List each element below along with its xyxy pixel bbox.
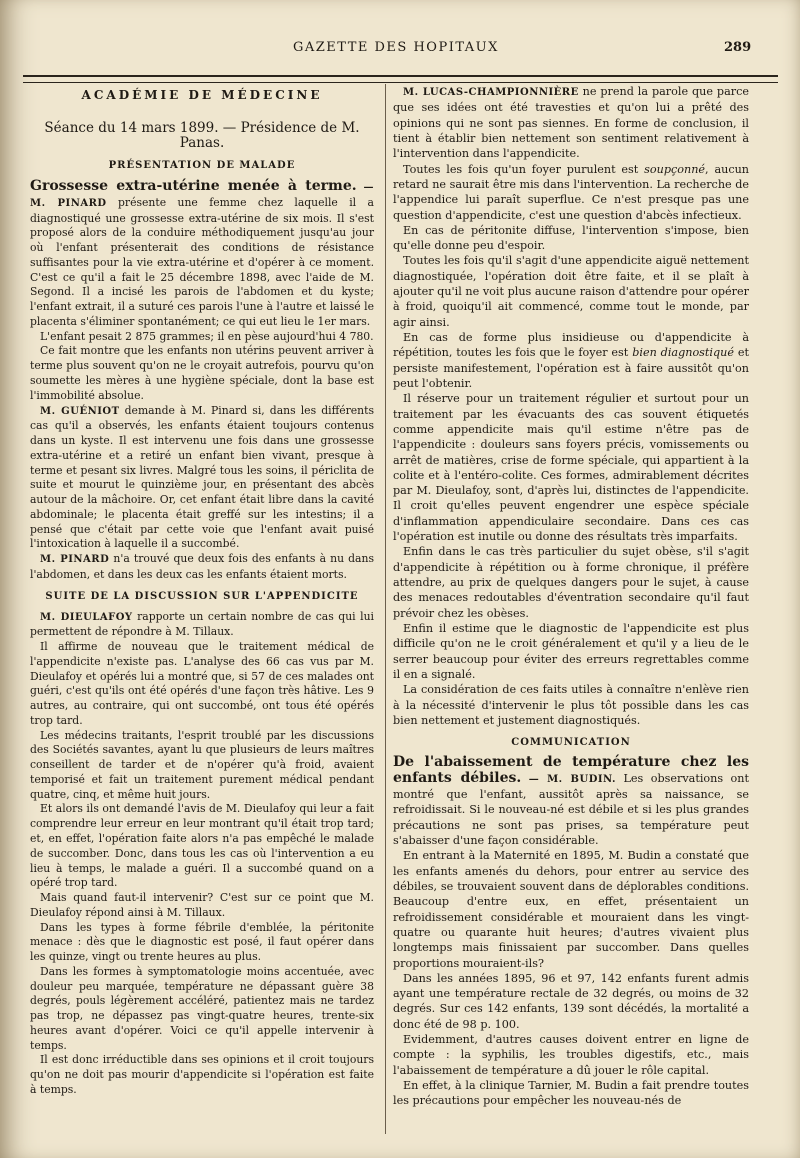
academy-title: ACADÉMIE DE MÉDECINE xyxy=(81,88,323,102)
paragraph xyxy=(393,84,749,162)
paragraph xyxy=(393,755,749,848)
paragraph xyxy=(393,162,749,223)
paragraph: Dans les années 1895, 96 et 97, 142 enfants furent admis ayant une température rectale de 32 degrés, ou moins de 32 degrés. Sur ces 142 enfants, 139 sont décédés, la mortalité a donc été de 98 p. 100. xyxy=(393,971,749,1031)
emphasis: soupçonné xyxy=(644,162,706,176)
paragraph-text: , aucun retard ne saurait être mis dans l'intervention. La recherche de l'appendice lui paraît superflue. Ce n'est presque pas une question d'appendicite, c'est une question d'abcès infectieux. xyxy=(393,162,749,222)
paragraph-text: Toutes les fois qu'un foyer purulent est xyxy=(403,162,639,176)
speaker-name: M. PINARD xyxy=(40,554,110,566)
article-lead: De l'abaissement de température chez les enfants débiles. xyxy=(393,754,749,786)
emphasis: bien diagnostiqué xyxy=(632,346,734,360)
paragraph xyxy=(30,179,374,330)
paragraph: Enfin il estime que le diagnostic de l'appendicite est plus difficile qu'on ne le croit généralement et qu'il y a lieu de le serrer beaucoup pour éviter des erreurs regrettables comme il en a signalé. xyxy=(393,621,749,681)
paragraph xyxy=(30,552,374,583)
paragraph-text: ne prend la parole que parce que ses idées ont été travesties et qu'on lui a prêté des opinions qui ne sont pas siennes. En forme de conclusion, il tient à établir bien nettement son sentiment relativement à l'intervention dans l'appendicite. xyxy=(393,85,749,161)
running-head xyxy=(0,40,800,60)
section-heading-communication: COMMUNICATION xyxy=(511,737,631,749)
paragraph: Dans les formes à symptomatologie moins accentuée, avec douleur peu marquée, température ne dépassant guère 38 degrés, pouls légèrement accéléré, patientez mais ne tardez pas trop, ne dépassez pas vingt-quatre heures, trente-six heures avant d'opérer. Voici ce qu'il appelle intervenir à temps. xyxy=(30,964,374,1052)
paragraph: La considération de ces faits utiles à connaître n'enlève rien à la nécessité d'intervenir le plus tôt possible dans les cas bien nettement et justement diagnostiqués. xyxy=(393,683,749,727)
page-number: 289 xyxy=(724,40,752,55)
speaker-name: M. LUCAS-CHAMPIONNIÈRE xyxy=(403,87,579,98)
paragraph: Il affirme de nouveau que le traitement médical de l'appendicite n'existe pas. L'analyse des 66 cas vus par M. Dieulafoy et opérés lui a montré que, si 57 de ces malades ont guéri, c'est qu'ils ont été opérés d'une façon très hâtive. Les 9 autres, au contraire, qui ont succombé, ont tous été opérés trop tard. xyxy=(30,640,374,727)
speaker-name: M. DIEULAFOY xyxy=(40,611,133,623)
paragraph-text: En cas de forme plus insidieuse ou d'appendicite à répétition, toutes les fois que le foyer est xyxy=(393,331,749,360)
paragraph: Toutes les fois qu'il s'agit d'une appendicite aiguë nettement diagnostiquée, l'opération doit être faite, et il se plaît à ajouter qu'il ne voit plus aucune raison d'attendre pour opérer à froid, quoiqu'il ait commencé, comme tout le monde, par agir ainsi. xyxy=(393,254,749,329)
section-heading-discussion: SUITE DE LA DISCUSSION SUR L'APPENDICITE xyxy=(45,590,359,602)
paragraph: Ce fait montre que les enfants non utérins peuvent arriver à terme plus souvent qu'on ne le croyait autrefois, pourvu qu'on soumette les mères à une hygiène spéciale, dont la base est l'immobilité absolue. xyxy=(30,344,374,402)
column-separator xyxy=(385,84,386,1134)
paragraph xyxy=(30,610,374,641)
right-column xyxy=(393,84,749,1109)
paragraph-text: et persiste manifestement, l'opération est à faire aussitôt qu'on peut l'obtenir. xyxy=(393,346,750,390)
speaker-name: — M. PINARD xyxy=(30,182,374,209)
paragraph-text: Les observations ont montré que l'enfant, aussitôt après sa naissance, se refroidissait. Si le nouveau-né est débile et si les plus grandes précautions ne sont pas prises, sa température peut s'abaisser d'une façon considérable. xyxy=(393,771,749,847)
paragraph: En effet, à la clinique Tarnier, M. Budin a fait prendre toutes les précautions pour empêcher les nouveau-nés de xyxy=(393,1079,749,1108)
paragraph xyxy=(393,330,749,391)
paragraph-text: présente une femme chez laquelle il a diagnostiqué une grossesse extra-utérine de six mois. Il s'est proposé alors de la conduire méthodiquement jusqu'au jour où l'enfant présenterait des conditions de résistance suffisantes pour la vie extra-utérine et d'opérer à ce moment. C'est ce qu'il a fait le 25 décembre 1898, avec l'aide de M. Segond. Il a incisé les parois de l'abdomen et du kyste; l'enfant extrait, il a suturé ces parois l'une à l'autre et laissé le placenta s'éliminer spontanément; ce qui eut lieu le 1er mars. xyxy=(30,195,374,328)
speaker-name: M. GUÉNIOT xyxy=(40,405,120,417)
paragraph: En entrant à la Maternité en 1895, M. Budin a constaté que les enfants amenés du dehors, pour entrer au service des débiles, se trouvaient souvent dans de déplorables conditions. Beaucoup d'entre eux, en effet, présentaient un refroidissement considérable et mouraient dans les vingt-quatre ou quarante huit heures; d'autres vivaient plus longtemps mais finissaient par succomber. Dans quelles proportions mouraient-ils? xyxy=(393,849,749,970)
paragraph: Et alors ils ont demandé l'avis de M. Dieulafoy qui leur a fait comprendre leur erreur en leur montrant qu'il était trop tard; et, en effet, l'opération faite alors n'a pas empêché le malade de succomber. Donc, dans tous les cas où l'intervention a eu lieu à temps, le malade a guéri. Il a succombé quand on a opéré trop tard. xyxy=(30,802,374,890)
paragraph: En cas de péritonite diffuse, l'intervention s'impose, bien qu'elle donne peu d'espoir. xyxy=(393,223,749,253)
article-lead: Grossesse extra-utérine menée à terme. xyxy=(30,178,357,195)
paragraph: L'enfant pesait 2 875 grammes; il en pèse aujourd'hui 4 780. xyxy=(40,329,374,343)
paragraph: Il est donc irréductible dans ses opinions et il croit toujours qu'on ne doit pas mourir d'appendicite si l'opération est faite à temps. xyxy=(30,1053,374,1096)
paragraph: Evidemment, d'autres causes doivent entrer en ligne de compte : la syphilis, les troubles digestifs, etc., mais l'abaissement de température a dû jouer le rôle capital. xyxy=(393,1033,749,1077)
paragraph-text: n'a trouvé que deux fois des enfants à nu dans l'abdomen, et dans les deux cas les enfants étaient morts. xyxy=(30,552,374,581)
paragraph: Enfin dans le cas très particulier du sujet obèse, s'il s'agit d'appendicite à répétition ou à forme chronique, il préfère attendre, au prix de quelques dangers pour le sujet, à cause des menaces redoutables d'éventration secondaire qu'il faut prévoir chez les obèses. xyxy=(393,545,749,620)
paragraph: Dans les types à forme fébrile d'emblée, la péritonite menace : dès que le diagnostic est posé, il faut opérer dans les quinze, vingt ou trente heures au plus. xyxy=(30,920,374,964)
seance-line: Séance du 14 mars 1899. — Présidence de M. Panas. xyxy=(44,119,360,151)
paragraph-text: demande à M. Pinard si, dans les différents cas qu'il a observés, les enfants étaient toujours contenus dans un kyste. Il est intervenu une fois dans une grossesse extra-utérine et a retiré un enfant bien vivant, presque à terme et pesant six livres. Malgré tous les soins, il périclita de suite et mourut le quinzième jour, en présentant des abcès autour de la mâchoire. Or, cet enfant était libre dans la cavité abdominale; le placenta était greffé sur les intestins; il a pensé que c'était par cette voie que l'enfant avait puisé l'intoxication à laquelle il a succombé. xyxy=(30,403,375,551)
running-title: GAZETTE DES HOPITAUX xyxy=(293,40,499,55)
left-column xyxy=(30,84,374,1098)
paragraph: Mais quand faut-il intervenir? C'est sur ce point que M. Dieulafoy répond ainsi à M. Tillaux. xyxy=(30,891,374,919)
paragraph: Il réserve pour un traitement régulier et surtout pour un traitement par les évacuants des cas souvent étiquetés comme appendicite mais qu'il estime n'être pas de l'appendicite : douleurs sans foyers précis, vomissements ou arrêt de matières, crise de forme spéciale, qui appartient à la colite et à l'entéro-colite. Ces formes, admirablement décrites par M. Dieulafoy, sont, d'après lui, distinctes de l'appendicite. Il croit qu'elles peuvent engendrer une espèce spéciale d'inflammation appendiculaire secondaire. Dans ces cas l'opération est inutile ou donne des résultats très imparfaits. xyxy=(393,392,749,544)
paragraph-text: rapporte un certain nombre de cas qui lui permettent de répondre à M. Tillaux. xyxy=(30,609,375,639)
section-heading-presentation: PRÉSENTATION DE MALADE xyxy=(108,160,296,172)
speaker-name: — M. BUDIN. xyxy=(528,773,617,785)
paragraph xyxy=(30,404,374,553)
paragraph: Les médecins traitants, l'esprit troublé par les discussions des Sociétés savantes, ayant lu que plusieurs de leurs maîtres conseillent de tarder et de n'opérer qu'à froid, avaient temporisé et fait un traitement purement médical pendant quatre, cinq, et même huit jours. xyxy=(30,728,374,801)
header-rule xyxy=(23,75,778,83)
